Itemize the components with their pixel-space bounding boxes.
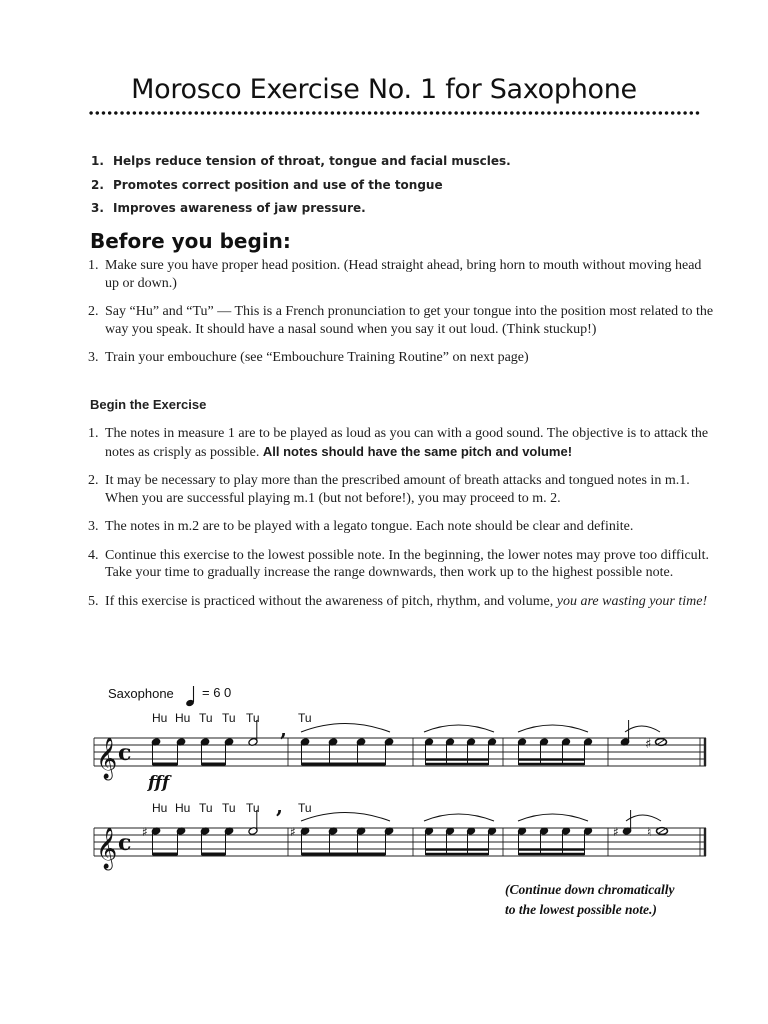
- time-signature: c: [118, 740, 132, 766]
- page-title: Morosco Exercise No. 1 for Saxophone: [131, 74, 637, 105]
- item-text: Improves awareness of jaw pressure.: [113, 201, 366, 215]
- item-number: 1.: [88, 258, 99, 273]
- item-number: 1.: [91, 154, 104, 168]
- sharp-icon: ♯: [142, 825, 148, 839]
- quarter-note-icon: [185, 686, 195, 707]
- item-text: The notes in m.2 are to be played with a legato tongue. Each note should be clear and definite.: [105, 519, 634, 534]
- syllable: Tu: [246, 801, 260, 815]
- syllable: Tu: [246, 711, 260, 725]
- syllable: Tu: [199, 711, 213, 725]
- syllable: Hu: [175, 711, 191, 725]
- list-item: [88, 349, 718, 367]
- measure-3-notes: [424, 814, 497, 855]
- list-item: [88, 257, 718, 292]
- item-number: 4.: [88, 547, 99, 563]
- item-text-plain: The notes in measure 1 are to be played as loud as you can with a good sound. The objective is to attack the notes as crisply as possible.: [105, 426, 709, 460]
- treble-clef-icon: 𝄞: [96, 828, 118, 869]
- dynamic-marking: fff: [148, 773, 170, 793]
- item-text: Promotes correct position and use of the tongue: [113, 177, 443, 192]
- sharp-icon: ♯: [613, 825, 619, 839]
- instrument-label: Saxophone: [108, 686, 174, 701]
- measure-1-notes: [151, 720, 258, 765]
- item-text: [105, 593, 718, 611]
- item-number: 1.: [88, 426, 99, 441]
- syllable: Hu: [152, 711, 168, 725]
- list-item: [88, 472, 718, 507]
- syllable: Tu: [199, 801, 213, 815]
- list-item: [91, 178, 731, 202]
- item-text-italic: you are wasting your time!: [556, 593, 708, 609]
- dotted-divider: [88, 110, 700, 116]
- section-heading-before: Before you begin:: [90, 229, 291, 253]
- sharp-icon: ♯: [290, 825, 296, 839]
- item-number: 3.: [88, 350, 99, 365]
- item-number: 2.: [88, 473, 99, 488]
- list-item: [88, 303, 718, 338]
- before-list: [88, 257, 718, 367]
- item-text: Helps reduce tension of throat, tongue and facial muscles.: [113, 154, 511, 168]
- item-text: [105, 425, 718, 461]
- footnote-line: (Continue down chromatically: [505, 882, 675, 897]
- syllable: Hu: [175, 801, 191, 815]
- tempo-value: = 6 0: [202, 685, 232, 700]
- footnote-line: to the lowest possible note.): [505, 902, 657, 917]
- measure-5-notes: [620, 720, 666, 752]
- natural-icon: ♮: [647, 825, 652, 839]
- section-heading-exercise: Begin the Exercise: [90, 397, 207, 412]
- breath-mark: ,: [280, 717, 287, 741]
- item-text-bold: All notes should have the same pitch and volume!: [262, 443, 573, 459]
- item-number: 2.: [91, 177, 104, 192]
- time-signature: c: [118, 830, 132, 856]
- syllable: Hu: [152, 801, 168, 815]
- staff-lines: [94, 738, 706, 766]
- item-text: Make sure you have proper head position. (Head straight ahead, bring horn to mouth without moving head up or down.): [105, 258, 702, 291]
- exercise-list: [88, 425, 718, 610]
- footnote: [505, 880, 745, 920]
- item-text-plain: If this exercise is practiced without the awareness of pitch, rhythm, and volume,: [105, 593, 554, 609]
- item-text: It may be necessary to play more than the prescribed amount of breath attacks and tongued notes in m.1. When you are successful playing m.1 (but not before!), you may proceed to m. 2.: [105, 473, 690, 506]
- list-item: [88, 425, 718, 461]
- breath-mark: ,: [276, 794, 283, 818]
- list-item: [88, 547, 718, 582]
- syllable: Tu: [298, 801, 312, 815]
- syllable: Tu: [222, 801, 236, 815]
- item-number: 2.: [88, 304, 99, 319]
- item-number: 3.: [91, 201, 104, 215]
- syllable: Tu: [222, 711, 236, 725]
- item-number: 5.: [88, 593, 99, 609]
- item-text: Train your embouchure (see “Embouchure Training Routine” on next page): [105, 350, 529, 365]
- measure-1-notes: [142, 810, 258, 855]
- list-item: [91, 201, 731, 225]
- staff-1: [94, 711, 706, 793]
- treble-clef-icon: 𝄞: [96, 738, 118, 779]
- list-item: [88, 518, 718, 536]
- list-item: [91, 154, 731, 178]
- sharp-icon: ♯: [645, 737, 652, 752]
- item-number: 3.: [88, 519, 99, 534]
- measure-4-notes: [517, 814, 592, 855]
- syllable: Tu: [298, 711, 312, 725]
- item-text: Continue this exercise to the lowest possible note. In the beginning, the lower notes may prove too difficult. Take your time to gradually increase the range downwards, then work up to the highest possible note.: [105, 547, 709, 580]
- benefits-list: [91, 154, 731, 225]
- staff-2: [94, 794, 706, 870]
- item-text: Say “Hu” and “Tu” — This is a French pronunciation to get your tongue into the position most related to the way you speak. It should have a nasal sound when you say it out loud. (Think stuckup!): [105, 304, 714, 337]
- list-item: [88, 593, 718, 611]
